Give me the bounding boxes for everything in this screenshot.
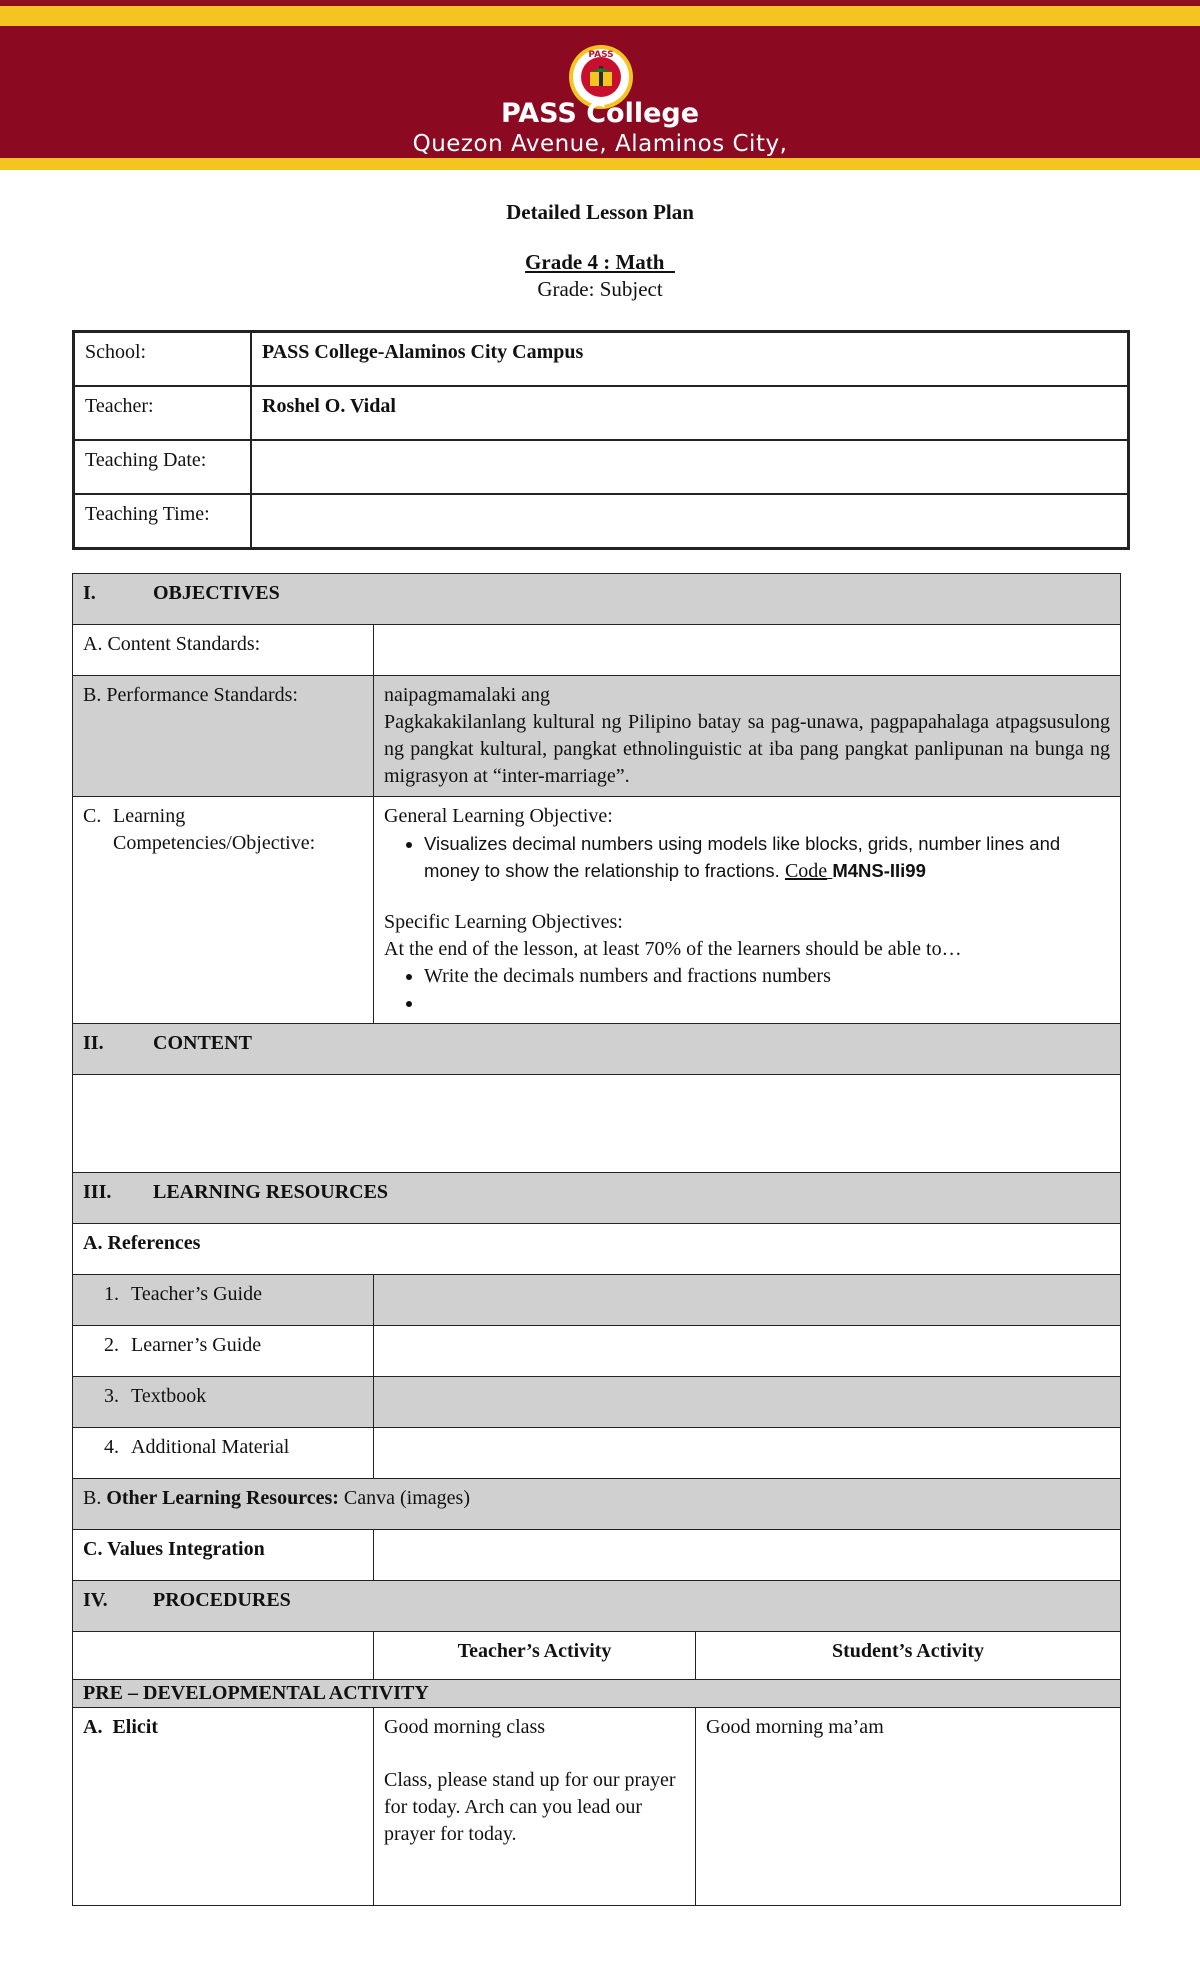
resource-item-row bbox=[73, 1377, 1121, 1428]
competencies-value bbox=[374, 797, 1121, 1024]
procedures-heading-row bbox=[73, 1581, 1121, 1632]
teaching-time-label: Teaching Time: bbox=[74, 494, 252, 549]
references-label: A. References bbox=[73, 1224, 1121, 1275]
resource-item-label: 4. Additional Material bbox=[73, 1428, 374, 1479]
content-standards-row bbox=[73, 625, 1121, 676]
performance-standards-value bbox=[374, 676, 1121, 797]
teaching-time-value bbox=[251, 494, 1129, 549]
grade-subject-caption: Grade: Subject bbox=[537, 277, 663, 301]
teaching-date-label: Teaching Date: bbox=[74, 440, 252, 494]
specific-objective-heading: Specific Learning Objectives: bbox=[384, 911, 623, 933]
values-integration-value bbox=[374, 1530, 1121, 1581]
elicit-student-activity bbox=[696, 1708, 1121, 1906]
resource-item-value bbox=[374, 1275, 1121, 1326]
lesson-plan-table bbox=[72, 573, 1121, 1906]
procedures-column-headers bbox=[73, 1632, 1121, 1680]
other-resources-row bbox=[73, 1479, 1121, 1530]
competency-code: M4NS-IIi99 bbox=[832, 860, 926, 881]
teacher-value: Roshel O. Vidal bbox=[251, 386, 1129, 440]
college-name: PASS College bbox=[500, 98, 700, 129]
content-heading: II. CONTENT bbox=[73, 1024, 1121, 1075]
info-row-teacher bbox=[74, 386, 1129, 440]
specific-objective-intro: At the end of the lesson, at least 70% of the learners should be able to… bbox=[384, 938, 962, 960]
performance-text: Pagkakakilanlang kultural ng Pilipino batay sa pag-unawa, pagpapahalaga atpagsusulong ng pangkat kultural, pangkat ethnolinguistic at iba pang pangkat panlipunan na bunga ng migrasyon at “inter-marriage”. bbox=[384, 711, 1111, 787]
performance-standards-row bbox=[73, 676, 1121, 797]
resource-item-row bbox=[73, 1326, 1121, 1377]
resource-item-row bbox=[73, 1428, 1121, 1479]
specific-objective-bullet bbox=[424, 990, 1110, 1017]
student-activity-header: Student’s Activity bbox=[696, 1632, 1121, 1680]
teacher-activity-header: Teacher’s Activity bbox=[374, 1632, 696, 1680]
teacher-label: Teacher: bbox=[74, 386, 252, 440]
student-line: Good morning ma’am bbox=[706, 1716, 884, 1738]
competencies-row bbox=[73, 797, 1121, 1024]
school-label: School: bbox=[74, 332, 252, 387]
college-address: Quezon Avenue, Alaminos City, bbox=[412, 131, 788, 157]
info-row-time bbox=[74, 494, 1129, 549]
competencies-label: C. Learning Competencies/Objective: bbox=[73, 797, 374, 1024]
info-row-school bbox=[74, 332, 1129, 387]
values-integration-row bbox=[73, 1530, 1121, 1581]
header-gold-bottom-stripe bbox=[0, 158, 1200, 170]
resources-heading: III. LEARNING RESOURCES bbox=[73, 1173, 1121, 1224]
values-integration-label: C. Values Integration bbox=[73, 1530, 374, 1581]
resources-heading-row bbox=[73, 1173, 1121, 1224]
elicit-row bbox=[73, 1708, 1121, 1906]
resource-item-row bbox=[73, 1275, 1121, 1326]
content-standards-value bbox=[374, 625, 1121, 676]
specific-objective-bullet: • Write the decimals numbers and fractions numbers bbox=[424, 963, 1110, 990]
resource-item-label: 3. Textbook bbox=[73, 1377, 374, 1428]
resource-item-label: 2. Learner’s Guide bbox=[73, 1326, 374, 1377]
elicit-label: A. Elicit bbox=[73, 1708, 374, 1906]
content-standards-label: A. Content Standards: bbox=[73, 625, 374, 676]
procedures-blank-header bbox=[73, 1632, 374, 1680]
resource-item-value bbox=[374, 1377, 1121, 1428]
general-objective-heading: General Learning Objective: bbox=[384, 805, 613, 827]
content-body-row bbox=[73, 1075, 1121, 1173]
info-table bbox=[72, 330, 1130, 550]
procedures-heading: IV. PROCEDURES bbox=[73, 1581, 1121, 1632]
resource-item-value bbox=[374, 1428, 1121, 1479]
elicit-teacher-activity bbox=[374, 1708, 696, 1906]
school-value: PASS College-Alaminos City Campus bbox=[251, 332, 1129, 387]
teaching-date-value bbox=[251, 440, 1129, 494]
info-row-date bbox=[74, 440, 1129, 494]
general-objective-bullet: • Visualizes decimal numbers using models like blocks, grids, number lines and money to show the relationship to fractions. Code M4NS-IIi99 bbox=[424, 830, 1110, 885]
content-body bbox=[73, 1075, 1121, 1173]
objectives-heading: I. OBJECTIVES bbox=[73, 574, 1121, 625]
grade-subject: Grade 4 : Math bbox=[525, 250, 665, 274]
content-heading-row bbox=[73, 1024, 1121, 1075]
references-row bbox=[73, 1224, 1121, 1275]
objectives-heading-row bbox=[73, 574, 1121, 625]
performance-standards-label: B. Performance Standards: bbox=[73, 676, 374, 797]
other-resources: B. Other Learning Resources: Canva (images) bbox=[73, 1479, 1121, 1530]
resource-item-value bbox=[374, 1326, 1121, 1377]
header-gold-stripe bbox=[0, 6, 1200, 26]
document-title: Detailed Lesson Plan bbox=[506, 200, 694, 224]
pre-developmental-heading: PRE – DEVELOPMENTAL ACTIVITY bbox=[73, 1680, 1121, 1708]
performance-line1: naipagmamalaki ang bbox=[384, 684, 551, 706]
pre-developmental-row bbox=[73, 1680, 1121, 1708]
teacher-line: Good morning class bbox=[384, 1716, 546, 1738]
svg-text:PASS: PASS bbox=[588, 50, 614, 60]
teacher-line: Class, please stand up for our prayer for today. Arch can you lead our prayer for today. bbox=[384, 1769, 676, 1845]
resource-item-label: 1. Teacher’s Guide bbox=[73, 1275, 374, 1326]
